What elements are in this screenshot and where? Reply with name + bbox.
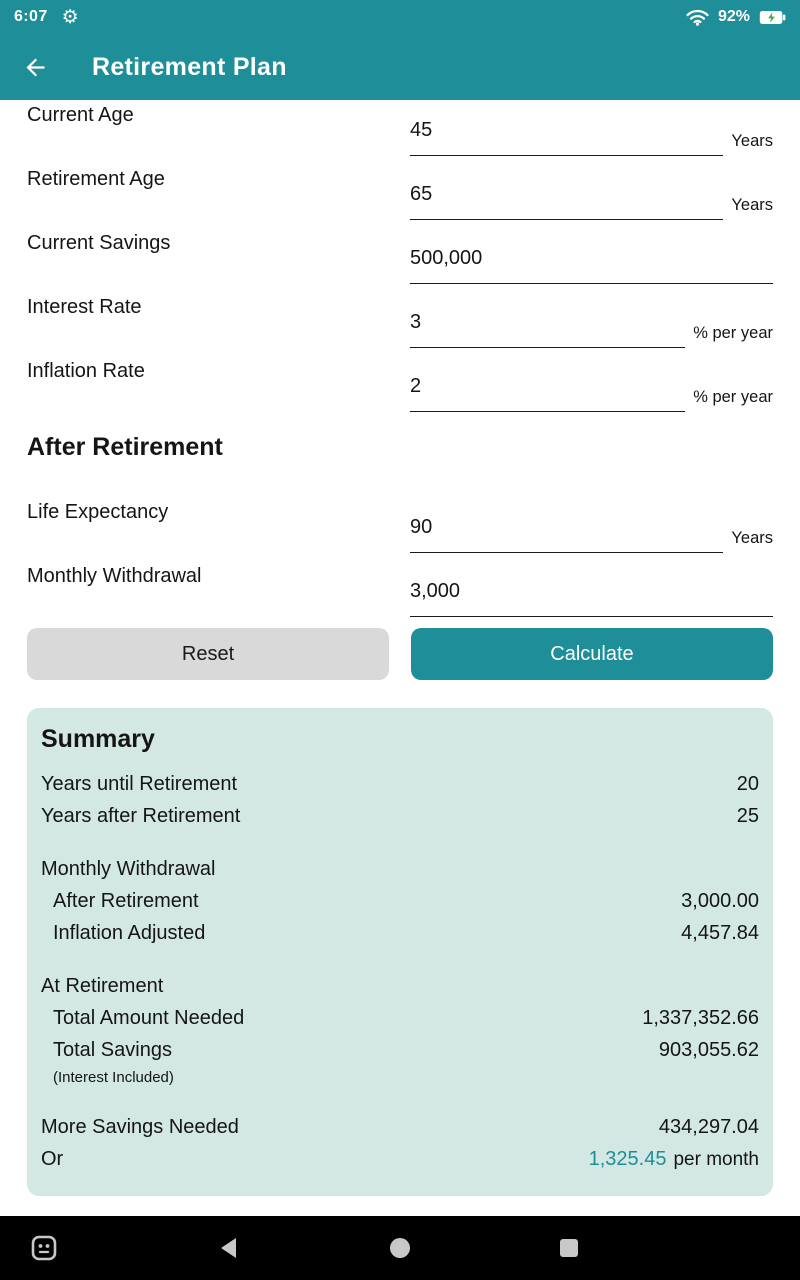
after-retirement-label: After Retirement xyxy=(53,890,199,912)
life-expectancy-unit: Years xyxy=(731,529,773,547)
field-row-life-expectancy xyxy=(27,489,773,553)
total-amount-needed-label: Total Amount Needed xyxy=(53,1007,245,1029)
battery-percentage: 92% xyxy=(717,8,750,25)
calculate-button[interactable]: Calculate xyxy=(411,628,773,680)
reset-button[interactable]: Reset xyxy=(27,628,389,680)
gear-icon: ⚙ xyxy=(61,6,79,28)
summary-row-years-after xyxy=(39,800,759,832)
nav-back-icon[interactable] xyxy=(219,1237,239,1259)
app-bar xyxy=(0,34,800,100)
total-savings-value: 903,055.62 xyxy=(658,1039,759,1061)
summary-row-total-savings xyxy=(39,1034,759,1066)
android-navigation-bar xyxy=(0,1216,800,1280)
current-savings-label: Current Savings xyxy=(27,232,171,254)
total-amount-needed-value: 1,337,352.66 xyxy=(642,1007,759,1029)
field-row-interest-rate xyxy=(27,284,773,348)
inflation-adjusted-value: 4,457.84 xyxy=(681,922,759,944)
summary-row-total-needed xyxy=(39,1002,759,1034)
back-arrow-icon xyxy=(22,54,49,81)
per-month-suffix: per month xyxy=(673,1149,759,1170)
summary-row-years-until xyxy=(39,768,759,800)
retirement-age-unit: Years xyxy=(731,196,773,214)
field-row-retirement-age xyxy=(27,156,773,220)
summary-title: Summary xyxy=(41,725,155,753)
interest-rate-label: Interest Rate xyxy=(27,296,142,318)
summary-row-after-retirement xyxy=(39,885,759,917)
years-after-value: 25 xyxy=(736,805,759,827)
life-expectancy-input[interactable]: 90 xyxy=(410,514,723,553)
more-savings-needed-label: More Savings Needed xyxy=(41,1116,239,1138)
monthly-withdrawal-group-header: Monthly Withdrawal xyxy=(41,858,216,880)
interest-rate-input[interactable]: 3 xyxy=(410,309,685,348)
after-retirement-section-header: After Retirement xyxy=(27,433,223,461)
nav-home-icon[interactable] xyxy=(389,1237,411,1259)
at-retirement-group-header: At Retirement xyxy=(41,975,164,997)
inflation-adjusted-label: Inflation Adjusted xyxy=(53,922,206,944)
field-row-monthly-withdrawal xyxy=(27,553,773,617)
back-button[interactable] xyxy=(22,50,56,84)
per-month-value: 1,325.45 xyxy=(588,1148,667,1170)
action-buttons xyxy=(27,628,773,680)
retirement-age-input[interactable]: 65 xyxy=(410,181,723,220)
status-bar xyxy=(0,0,800,34)
summary-card xyxy=(27,708,773,1196)
battery-charging-icon xyxy=(759,10,786,25)
wifi-icon xyxy=(686,8,709,26)
interest-rate-unit: % per year xyxy=(693,324,773,342)
summary-row-inflation-adjusted xyxy=(39,917,759,949)
inflation-rate-input[interactable]: 2 xyxy=(410,373,685,412)
inflation-rate-unit: % per year xyxy=(693,388,773,406)
clock: 6:07 xyxy=(14,8,48,25)
field-row-inflation-rate xyxy=(27,348,773,412)
monthly-withdrawal-input[interactable]: 3,000 xyxy=(410,578,773,617)
years-until-label: Years until Retirement xyxy=(41,773,238,795)
page-title: Retirement Plan xyxy=(92,52,287,81)
more-savings-needed-value: 434,297.04 xyxy=(658,1116,759,1138)
monthly-withdrawal-label: Monthly Withdrawal xyxy=(27,565,202,587)
total-savings-label: Total Savings xyxy=(53,1039,172,1061)
field-row-current-savings xyxy=(27,220,773,284)
current-age-input[interactable]: 45 xyxy=(410,117,723,156)
or-label: Or xyxy=(41,1148,64,1170)
form-scroll-area[interactable] xyxy=(0,100,800,1216)
summary-row-more-savings xyxy=(39,1111,759,1143)
current-savings-input[interactable]: 500,000 xyxy=(410,245,773,284)
summary-group-monthly-withdrawal xyxy=(39,853,759,885)
field-row-current-age xyxy=(27,100,773,156)
nav-recents-icon[interactable] xyxy=(559,1238,579,1258)
current-age-label: Current Age xyxy=(27,104,134,126)
current-age-unit: Years xyxy=(731,132,773,150)
pinned-app-icon[interactable] xyxy=(30,1234,58,1262)
retirement-age-label: Retirement Age xyxy=(27,168,165,190)
summary-row-or xyxy=(39,1143,759,1176)
interest-included-note: (Interest Included) xyxy=(53,1069,174,1086)
inflation-rate-label: Inflation Rate xyxy=(27,360,145,382)
life-expectancy-label: Life Expectancy xyxy=(27,501,169,523)
after-retirement-value: 3,000.00 xyxy=(681,890,759,912)
years-until-value: 20 xyxy=(736,773,759,795)
summary-group-at-retirement xyxy=(39,970,759,1002)
years-after-label: Years after Retirement xyxy=(41,805,241,827)
